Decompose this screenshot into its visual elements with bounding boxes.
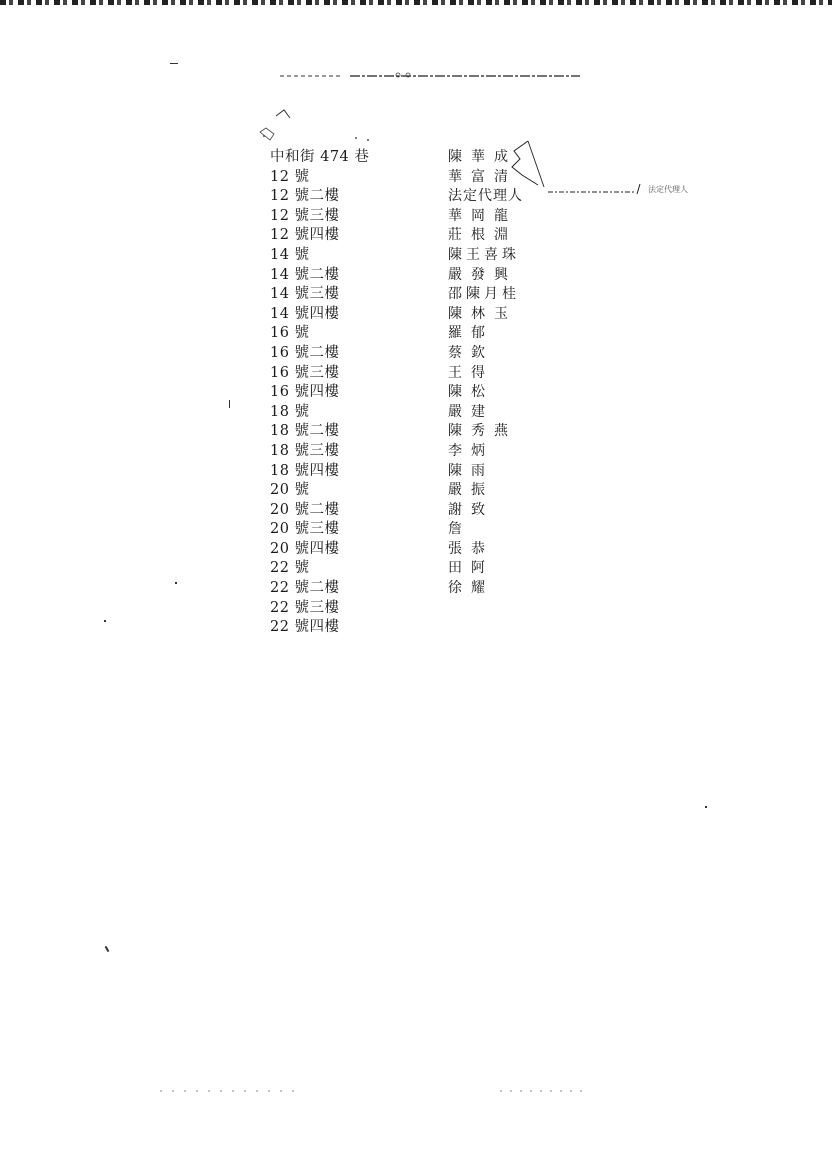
scan-ruler-line — [280, 72, 580, 80]
owner-name: 陳秀燕 — [448, 423, 517, 440]
owner-name: 邵陳月桂 — [448, 286, 520, 303]
owner-name: 嚴振 — [448, 482, 494, 499]
owner-name: 徐耀 — [448, 580, 494, 597]
owner-name: 陳林玉 — [448, 305, 517, 322]
address-row: 12 號 — [270, 168, 310, 185]
address-row: 20 號三樓 — [270, 521, 340, 538]
scan-edge-strip — [0, 0, 832, 5]
address-row: 18 號 — [270, 403, 310, 420]
owner-name: 陳雨 — [448, 462, 494, 479]
address-row: 22 號四樓 — [270, 619, 340, 636]
owner-name: 陳華成 — [448, 149, 517, 165]
owner-name: 陳王喜珠 — [448, 246, 520, 263]
owner-name: 華富清 — [448, 168, 517, 185]
owner-name: 李炳 — [448, 442, 494, 459]
owner-name: 嚴發興 — [448, 266, 517, 283]
annotation-arrow-line — [548, 178, 648, 198]
address-row: 12 號三樓 — [270, 207, 340, 224]
legal-representative-label: 法定代理人 — [448, 188, 523, 205]
owner-name: 華岡龍 — [448, 207, 517, 224]
address-row: 20 號 — [270, 482, 310, 499]
scan-speck — [170, 63, 178, 64]
scan-speck — [705, 806, 707, 808]
address-row: 16 號三樓 — [270, 364, 340, 381]
address-row: 16 號四樓 — [270, 384, 340, 401]
address-row: 12 號四樓 — [270, 227, 340, 244]
address-row: 18 號三樓 — [270, 442, 340, 459]
owner-name: 詹 — [448, 521, 471, 538]
owner-name: 張恭 — [448, 540, 494, 557]
margin-annotation: 法定代理人 — [648, 185, 688, 194]
scan-speck — [104, 620, 106, 622]
address-row: 14 號二樓 — [270, 266, 340, 283]
address-row: 16 號二樓 — [270, 344, 340, 361]
address-row: 12 號二樓 — [270, 188, 340, 205]
address-row: 18 號四樓 — [270, 462, 340, 479]
address-row: 14 號 — [270, 246, 310, 263]
owner-name: 蔡欽 — [448, 344, 494, 361]
address-column — [270, 148, 440, 638]
address-row: 20 號四樓 — [270, 540, 340, 557]
owner-name: 羅郁 — [448, 325, 494, 342]
owner-name: 王得 — [448, 364, 494, 381]
scan-speck — [175, 582, 177, 584]
street-address-header: 中和街 474 巷 — [270, 149, 370, 165]
scan-speck — [229, 400, 230, 408]
address-row: 22 號 — [270, 560, 310, 577]
address-row: 18 號二樓 — [270, 423, 340, 440]
address-row: 20 號二樓 — [270, 501, 340, 518]
corner-stamp-mark — [256, 108, 376, 148]
address-row: 22 號二樓 — [270, 580, 340, 597]
owner-name: 陳松 — [448, 384, 494, 401]
owner-name: 田阿 — [448, 560, 494, 577]
address-row: 22 號三樓 — [270, 599, 340, 616]
owner-name: 謝致 — [448, 501, 494, 518]
owner-name: 莊根淵 — [448, 227, 517, 244]
scan-speck — [105, 946, 110, 952]
address-row: 14 號四樓 — [270, 305, 340, 322]
address-row: 14 號三樓 — [270, 286, 340, 303]
address-row: 16 號 — [270, 325, 310, 342]
scan-bottom-noise — [160, 1088, 590, 1094]
name-column — [448, 148, 548, 599]
owner-name: 嚴建 — [448, 403, 494, 420]
